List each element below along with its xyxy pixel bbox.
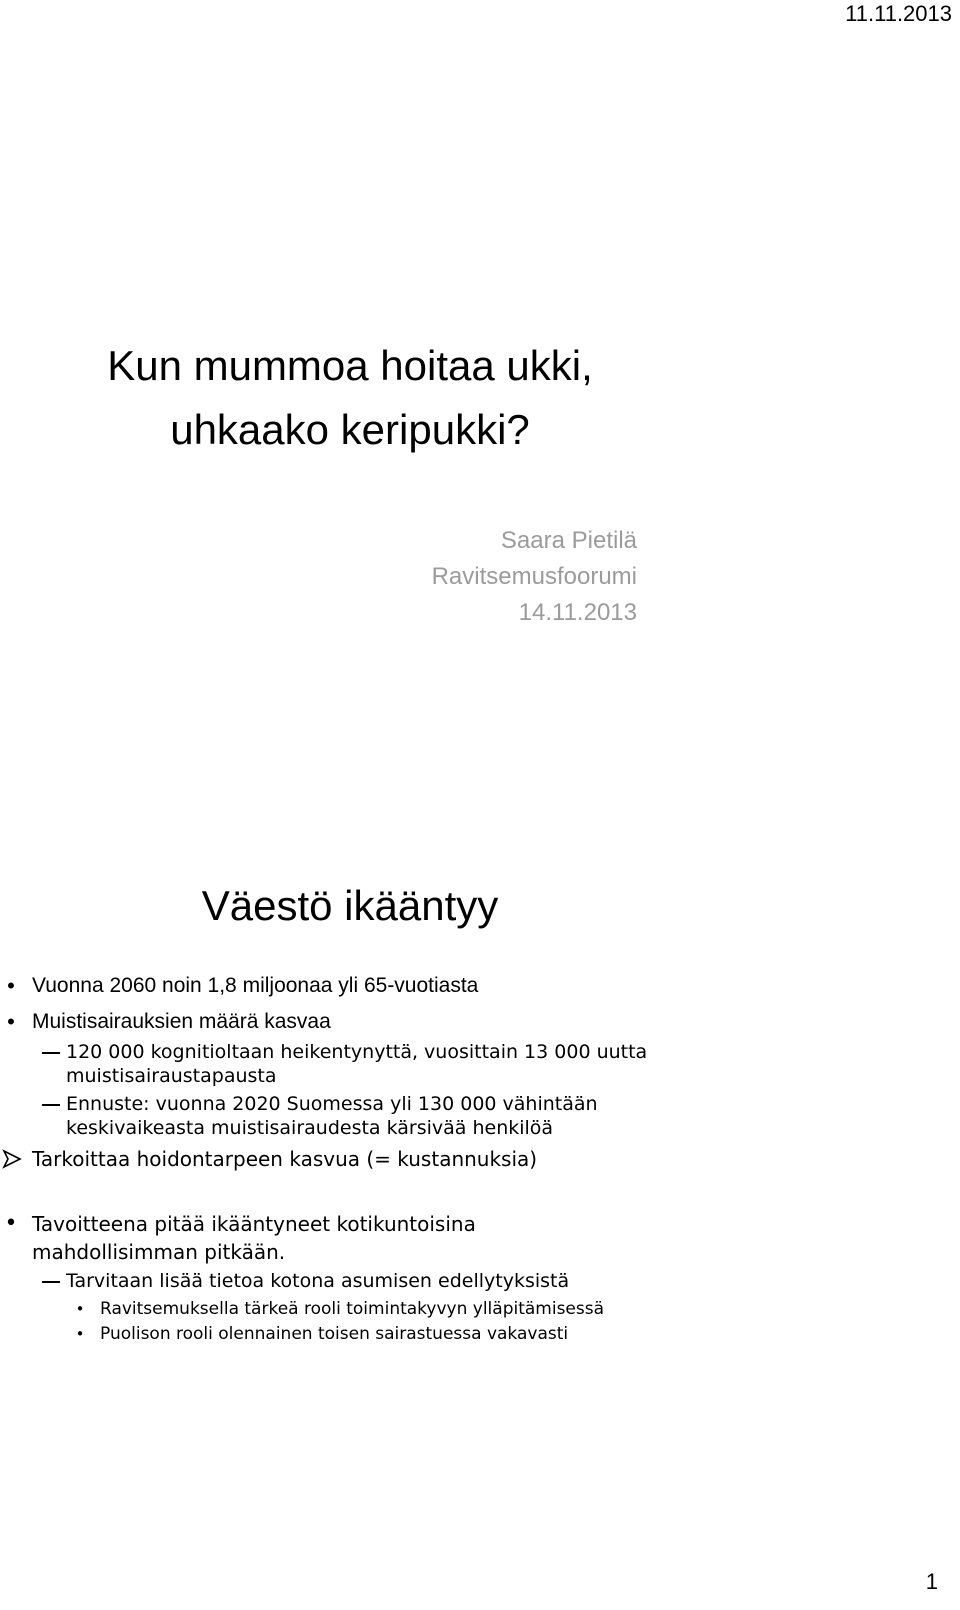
sub-bullet-text: Tarvitaan lisää tietoa kotona asumisen edellytyksistä xyxy=(66,1270,570,1292)
sub-sub-bullet-text: Ravitsemuksella tärkeä rooli toimintakyvyn ylläpitämisessä xyxy=(100,1299,605,1319)
sub-bullet-text-line-1: Ennuste: vuonna 2020 Suomessa yli 130 000 vähintään xyxy=(66,1093,598,1115)
bullet-text-line-2: mahdollisimman pitkään. xyxy=(32,1240,286,1264)
bullet-icon: • xyxy=(7,1009,15,1034)
bullet-text: Vuonna 2060 noin 1,8 miljoonaa yli 65-vuotiasta xyxy=(32,974,479,997)
bullet-text: Muistisairauksien määrä kasvaa xyxy=(32,1010,331,1033)
bullet-text-line-1: Tavoitteena pitää ikääntyneet kotikuntoisina xyxy=(32,1212,476,1236)
bullet-icon: • xyxy=(4,1211,18,1236)
slide-1-title-line-1: Kun mummoa hoitaa ukki, xyxy=(107,342,593,389)
slide-2-title: Väestö ikääntyy xyxy=(201,882,499,929)
bullet-icon: • xyxy=(75,1325,85,1343)
slide-1-author: Saara Pietilä xyxy=(500,527,637,554)
bullet-icon: • xyxy=(75,1300,85,1318)
slide-1-date: 14.11.2013 xyxy=(518,599,637,626)
sub-bullet-text-line-2: muistisairaustapausta xyxy=(66,1065,277,1087)
slide-1-event: Ravitsemusfoorumi xyxy=(431,563,637,590)
sub-sub-bullet-text: Puolison rooli olennainen toisen sairastuessa vakavasti xyxy=(100,1324,569,1344)
dash-icon xyxy=(42,1281,60,1283)
header-date: 11.11.2013 xyxy=(845,1,952,26)
dash-icon xyxy=(42,1104,60,1106)
arrow-bullet-icon xyxy=(2,1149,22,1169)
sub-bullet-text-line-2: keskivaikeasta muistisairaudesta kärsivää henkilöä xyxy=(66,1117,554,1139)
bullet-icon: • xyxy=(7,973,15,998)
sub-bullet-text-line-1: 120 000 kognitioltaan heikentynyttä, vuosittain 13 000 uutta xyxy=(66,1041,648,1063)
page-number: 1 xyxy=(925,1569,938,1594)
arrow-item-text: Tarkoittaa hoidontarpeen kasvua (= kustannuksia) xyxy=(32,1147,538,1171)
slide-1-title-line-2: uhkaako keripukki? xyxy=(170,406,530,453)
dash-icon xyxy=(42,1052,60,1054)
